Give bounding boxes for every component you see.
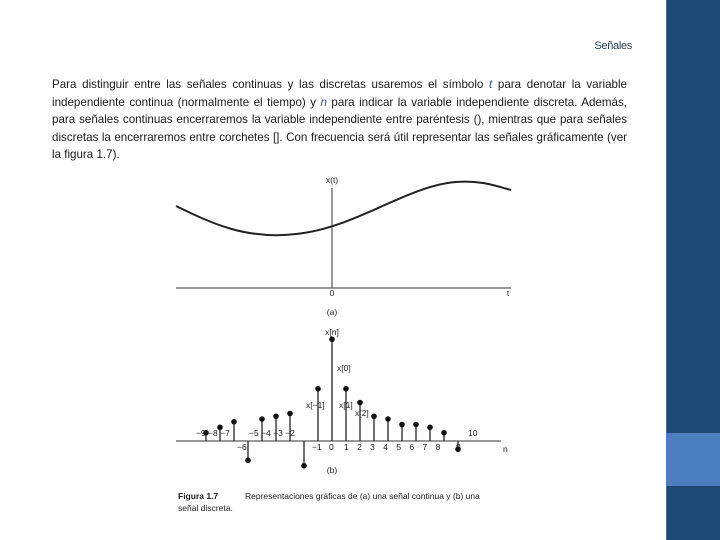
- stem-dot: [441, 430, 447, 436]
- paragraph-part-1: Para distinguir entre las señales continuas y las discretas usaremos el símbolo: [52, 78, 490, 91]
- stem-dot: [273, 413, 279, 419]
- paragraph-part-2: para denotar la variable independiente continua (normalmente el tiempo) y: [52, 78, 627, 109]
- tick-label-0: 0: [329, 442, 334, 452]
- figure-caption-line2: señal discreta.: [178, 503, 233, 513]
- discrete-y-label: x[n]: [325, 327, 339, 337]
- continuous-x-label: t: [506, 288, 510, 298]
- figure-svg: [166, 168, 535, 517]
- stem-dot: [259, 416, 265, 422]
- symbol-n: n: [320, 95, 327, 109]
- stem-dot: [315, 386, 321, 392]
- figure-caption-line1: Representaciones gráficas de (a) una señal continua y (b) una: [245, 491, 480, 501]
- tick-label-10: 10: [468, 428, 478, 438]
- stem-dot: [329, 336, 335, 342]
- tick-label-9: 9: [456, 442, 461, 452]
- discrete-caption: (b): [326, 465, 338, 475]
- stem-dot: [371, 413, 377, 419]
- stem-dot: [427, 424, 433, 430]
- figure-1-7: [166, 168, 535, 517]
- stem-dot: [399, 422, 405, 428]
- tick-label-m1: −1: [312, 442, 322, 452]
- tick-label-m6: −6: [237, 442, 247, 452]
- stem-dot: [413, 422, 419, 428]
- slide-title: Señales: [594, 40, 632, 52]
- stem-label-x2: x[2]: [355, 408, 369, 418]
- tick-labels-left-mid: −5 −4 −3 −2: [249, 428, 295, 438]
- discrete-x-label: n: [503, 444, 508, 454]
- tick-labels-right: 1 2 3 4 5 6 7 8: [344, 442, 441, 452]
- sidebar-accent-block: [666, 433, 720, 486]
- stem-dot: [385, 416, 391, 422]
- paragraph-part-3: para indicar la variable independiente discreta. Además, para señales continuas encerraremos la variable independiente entre paréntesis (), mientras que para señales discretas la encerraremos entre corchetes []. Con frecuencia será útil representar las señales gráficamente (ver la figura 1.7).: [52, 95, 627, 161]
- figure-caption-label: Figura 1.7: [178, 491, 219, 501]
- stem-dot: [231, 419, 237, 425]
- tick-labels-left-upper: −9 −8 −7: [196, 428, 230, 438]
- sidebar-decoration: [666, 0, 720, 540]
- stem-dot: [343, 386, 349, 392]
- symbol-t: t: [489, 78, 493, 91]
- stem-dot: [357, 400, 363, 406]
- stem-label-x0: x[0]: [337, 363, 351, 373]
- body-paragraph: [52, 76, 627, 164]
- continuous-signal-curve: [176, 182, 511, 236]
- continuous-origin-label: 0: [329, 288, 335, 298]
- stem-dot: [301, 463, 307, 469]
- stem-label-x1: x[1]: [339, 400, 353, 410]
- continuous-y-label: x(t): [325, 175, 339, 185]
- stem-label-xm1: x[−1]: [306, 400, 325, 410]
- stem-dot: [245, 457, 251, 463]
- continuous-caption: (a): [326, 307, 338, 317]
- stem-dot: [287, 411, 293, 417]
